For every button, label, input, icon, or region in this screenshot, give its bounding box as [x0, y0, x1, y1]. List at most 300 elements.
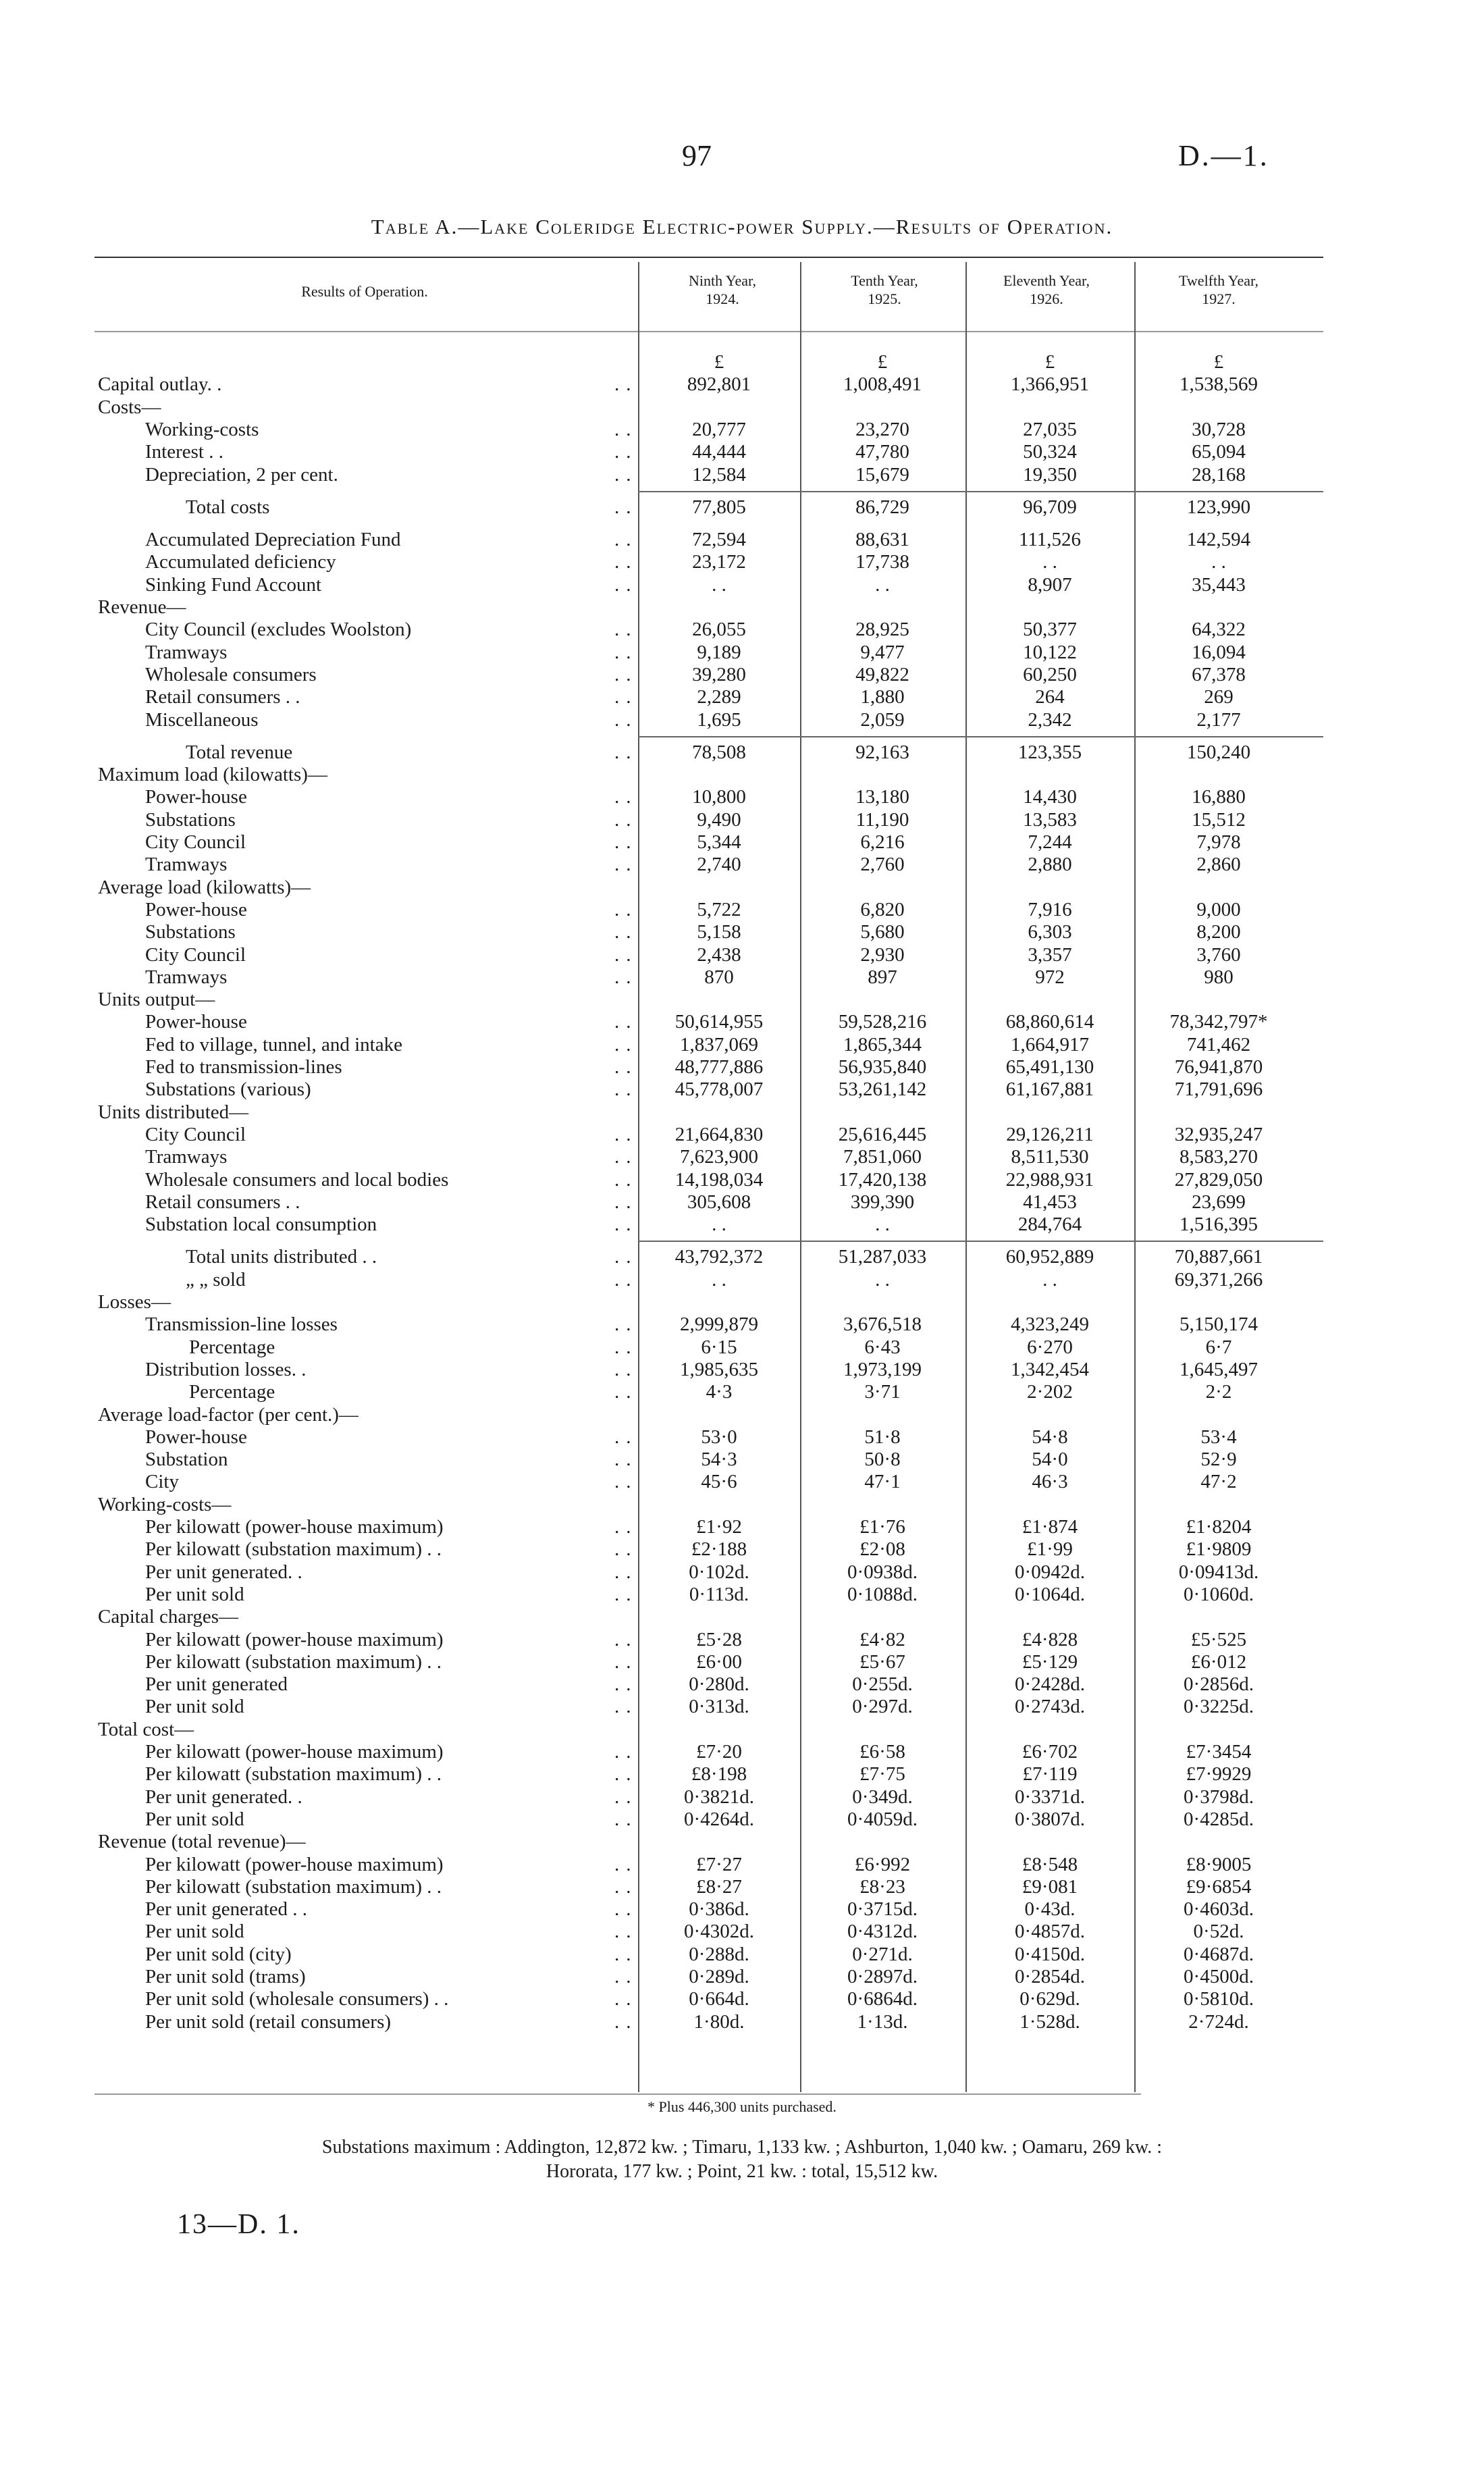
leader-dots: .. — [614, 686, 638, 708]
leader-dots: .. — [614, 1078, 638, 1101]
header-bottom-rule — [95, 331, 1323, 332]
row-label: Per kilowatt (substation maximum) . . — [145, 1538, 442, 1561]
value-cell-year-2: 3·71 — [864, 1381, 901, 1403]
value-cell-year-1: 20,777 — [692, 418, 746, 440]
table-row — [95, 877, 1323, 899]
value-cell-year-1: 1,695 — [697, 708, 741, 731]
table-row — [95, 1381, 1323, 1403]
row-label: Accumulated deficiency — [145, 551, 336, 573]
value-cell-year-1: 21,664,830 — [674, 1123, 764, 1145]
value-cell-year-1: 26,055 — [692, 619, 746, 641]
row-label: Power-house — [145, 1011, 247, 1033]
table-row — [95, 1146, 1323, 1168]
year-header-4-line2: 1927. — [1202, 290, 1236, 307]
value-cell-year-4: 2,177 — [1196, 708, 1241, 731]
value-cell-year-3: £ — [1044, 351, 1055, 373]
table-row — [95, 989, 1323, 1011]
value-cell-year-2: 0·4059d. — [847, 1808, 918, 1830]
value-cell-year-2: £8·23 — [859, 1875, 905, 1898]
value-cell-year-1: 0·102d. — [689, 1561, 749, 1583]
table-row — [95, 529, 1323, 551]
table-row — [95, 1696, 1323, 1718]
table-row — [95, 1034, 1323, 1056]
row-label: Sinking Fund Account — [145, 573, 322, 596]
row-label: Power-house — [145, 898, 247, 920]
value-cell-year-3: 2,880 — [1028, 854, 1072, 876]
value-cell-year-4: 6·7 — [1205, 1336, 1232, 1358]
year-header-2-line1: Tenth Year, — [851, 272, 918, 289]
table-row — [95, 1898, 1323, 1921]
value-cell-year-1: 53·0 — [701, 1426, 737, 1448]
value-cell-year-3: 54·8 — [1032, 1426, 1068, 1448]
footnote: * Plus 446,300 units purchased. — [647, 2098, 837, 2115]
row-label: Maximum load (kilowatts)— — [98, 764, 327, 786]
value-cell-year-3: 54·0 — [1032, 1449, 1068, 1471]
value-cell-year-1: £6·00 — [696, 1650, 742, 1673]
value-cell-year-2: 0·2897d. — [847, 1966, 918, 1987]
value-cell-year-1: £8·27 — [696, 1875, 742, 1898]
value-cell-year-3: 65,491,130 — [1005, 1056, 1094, 1078]
table-row — [95, 1538, 1323, 1561]
value-cell-year-3: 14,430 — [1023, 786, 1077, 808]
row-label: City Council — [145, 831, 246, 853]
value-cell-year-2: 0·255d. — [852, 1673, 913, 1696]
row-label: Per kilowatt (power-house maximum) — [145, 1741, 444, 1763]
row-label: Capital charges— — [98, 1606, 239, 1628]
value-cell-year-4: £1·8204 — [1186, 1516, 1252, 1538]
value-cell-year-1: 892,801 — [687, 373, 751, 396]
value-cell-year-1: 2,438 — [697, 943, 741, 966]
value-cell-year-2: £6·992 — [854, 1853, 911, 1875]
year-header-2 — [803, 271, 965, 308]
value-cell-year-1: 0·288d. — [689, 1943, 749, 1965]
value-cell-year-3: 0·629d. — [1019, 1988, 1080, 2010]
row-label: Per unit sold (city) — [145, 1943, 292, 1965]
value-cell-year-1: 5,344 — [697, 831, 741, 853]
value-cell-year-4: 1,538,569 — [1180, 373, 1258, 396]
value-cell-year-1: 0·289d. — [689, 1966, 749, 1987]
table-top-rule — [95, 257, 1323, 258]
value-cell-year-1: 0·664d. — [689, 1988, 749, 2010]
leader-dots: .. — [614, 808, 638, 831]
leader-dots: .. — [614, 1808, 638, 1830]
leader-dots: .. — [614, 786, 638, 808]
value-cell-year-4: 8,200 — [1196, 921, 1241, 943]
value-cell-year-4: 16,880 — [1192, 786, 1246, 808]
table-row — [95, 764, 1323, 786]
value-cell-year-2: 2,059 — [860, 708, 905, 731]
value-cell-year-4: 123,990 — [1186, 496, 1251, 518]
total-rule — [638, 1241, 1323, 1242]
value-cell-year-1: 9,189 — [697, 641, 741, 663]
value-cell-year-4: 27,829,050 — [1174, 1168, 1263, 1191]
table-row — [95, 1786, 1323, 1808]
value-cell-year-2: 6,820 — [860, 898, 905, 920]
row-label: Wholesale consumers — [145, 663, 317, 685]
value-cell-year-1: 0·280d. — [689, 1673, 749, 1696]
leader-dots: .. — [614, 1943, 638, 1965]
value-cell-year-1: £8·198 — [691, 1763, 747, 1786]
value-cell-year-3: £5·129 — [1022, 1650, 1078, 1673]
value-cell-year-1: 12,584 — [692, 463, 746, 486]
table-row — [95, 1944, 1323, 1966]
value-cell-year-2: 47·1 — [864, 1471, 901, 1493]
table-row — [95, 786, 1323, 808]
table-row — [95, 1561, 1323, 1584]
leader-dots: .. — [614, 1628, 638, 1650]
row-label: Substation — [145, 1449, 228, 1471]
table-row — [95, 1763, 1323, 1786]
value-cell-year-3: 0·2854d. — [1015, 1966, 1085, 1987]
table-row — [95, 373, 1323, 396]
row-label: Power-house — [145, 786, 247, 808]
value-cell-year-4: 69,371,266 — [1174, 1268, 1263, 1291]
value-cell-year-4: 3,760 — [1196, 943, 1241, 966]
value-cell-year-3: 13,583 — [1023, 808, 1077, 831]
table-row — [95, 1494, 1323, 1516]
value-cell-year-4: 30,728 — [1192, 418, 1246, 440]
row-label: Units output— — [98, 989, 215, 1011]
value-cell-year-1: £2·188 — [691, 1538, 747, 1561]
leader-dots: .. — [614, 1011, 638, 1033]
value-cell-year-2: 0·297d. — [852, 1696, 913, 1718]
value-cell-year-4: 0·4285d. — [1184, 1808, 1254, 1830]
leader-dots: .. — [614, 2010, 638, 2033]
value-cell-year-4: 65,094 — [1192, 441, 1246, 463]
value-cell-year-2: . . — [875, 1214, 890, 1236]
value-cell-year-3: 8,511,530 — [1011, 1146, 1089, 1168]
row-label: Units distributed— — [98, 1101, 249, 1123]
value-cell-year-1: 77,805 — [692, 496, 746, 518]
leader-dots: .. — [614, 1898, 638, 1921]
row-label: Per unit sold — [145, 1696, 244, 1718]
leader-dots: .. — [614, 1988, 638, 2010]
table-row — [95, 1336, 1323, 1359]
year-header-1-line1: Ninth Year, — [689, 272, 756, 289]
value-cell-year-4: £9·6854 — [1186, 1875, 1252, 1898]
table-row — [95, 1831, 1323, 1853]
value-cell-year-4: 741,462 — [1186, 1033, 1251, 1056]
value-cell-year-4: 142,594 — [1186, 529, 1251, 551]
value-cell-year-3: 0·3807d. — [1015, 1808, 1085, 1830]
leader-dots: .. — [614, 1921, 638, 1943]
leader-dots: .. — [614, 1853, 638, 1875]
value-cell-year-4: £8·9005 — [1186, 1853, 1252, 1875]
value-cell-year-4: 0·5810d. — [1184, 1988, 1254, 2010]
leader-dots: .. — [614, 1561, 638, 1583]
value-cell-year-3: 29,126,211 — [1006, 1123, 1094, 1145]
value-cell-year-2: 51·8 — [864, 1426, 901, 1448]
table-row — [95, 496, 1323, 519]
table-row — [95, 1404, 1323, 1426]
value-cell-year-4: 71,791,696 — [1174, 1078, 1263, 1101]
leader-dots: .. — [614, 1268, 638, 1291]
row-label: Per unit sold (retail consumers) — [145, 2010, 392, 2033]
value-cell-year-4: 2·2 — [1205, 1381, 1232, 1403]
value-cell-year-4: 5,150,174 — [1180, 1313, 1258, 1336]
value-cell-year-4: 0·4687d. — [1184, 1943, 1254, 1965]
value-cell-year-3: 19,350 — [1023, 463, 1077, 486]
page-number: 97 — [682, 139, 712, 172]
value-cell-year-4: 64,322 — [1192, 619, 1246, 641]
value-cell-year-1: 43,792,372 — [674, 1246, 764, 1268]
table-row — [95, 1966, 1323, 1988]
row-label: Per unit generated — [145, 1673, 288, 1696]
value-cell-year-4: 52·9 — [1200, 1449, 1237, 1471]
value-cell-year-1: 5,158 — [697, 921, 741, 943]
value-cell-year-1: £5·28 — [696, 1628, 742, 1650]
value-cell-year-4: 23,699 — [1192, 1191, 1246, 1213]
value-cell-year-3: £1·874 — [1022, 1516, 1078, 1538]
label-column-header: Results of Operation. — [301, 283, 428, 300]
value-cell-year-4: 35,443 — [1192, 573, 1246, 596]
row-label: Per kilowatt (substation maximum) . . — [145, 1650, 442, 1673]
leader-dots: .. — [614, 496, 638, 518]
table-title: Table A.—Lake Coleridge Electric-power Supply.—Results of Operation. — [371, 215, 1113, 238]
table-row — [95, 596, 1323, 619]
value-cell-year-3: 46·3 — [1032, 1471, 1068, 1493]
value-cell-year-4: 0·09413d. — [1178, 1561, 1259, 1583]
table-row — [95, 1359, 1323, 1381]
row-label: City — [145, 1471, 179, 1493]
table-row — [95, 574, 1323, 596]
leader-dots: .. — [614, 1583, 638, 1605]
leader-dots: .. — [614, 1056, 638, 1078]
value-cell-year-4: 67,378 — [1192, 663, 1246, 685]
value-cell-year-4: 0·52d. — [1193, 1921, 1244, 1943]
table-row — [95, 1426, 1323, 1449]
value-cell-year-4: 8,583,270 — [1180, 1146, 1258, 1168]
value-cell-year-1: 54·3 — [701, 1449, 737, 1471]
table-row — [95, 1246, 1323, 1268]
leader-dots: .. — [614, 1313, 638, 1336]
value-cell-year-4: £1·9809 — [1186, 1538, 1252, 1561]
leader-dots: .. — [614, 1673, 638, 1696]
table-row — [95, 1449, 1323, 1471]
value-cell-year-4: 9,000 — [1196, 898, 1241, 920]
leader-dots: .. — [614, 373, 638, 396]
value-cell-year-2: 92,163 — [855, 741, 909, 763]
value-cell-year-4: 15,512 — [1192, 808, 1246, 831]
value-cell-year-1: £7·27 — [696, 1853, 742, 1875]
value-cell-year-2: 7,851,060 — [843, 1146, 922, 1168]
value-cell-year-4: 269 — [1204, 686, 1234, 708]
table-row — [95, 686, 1323, 708]
table-row — [95, 1471, 1323, 1493]
table-row — [95, 1584, 1323, 1606]
leader-dots: .. — [614, 1696, 638, 1718]
leader-dots: .. — [614, 418, 638, 440]
leader-dots: .. — [614, 943, 638, 966]
value-cell-year-1: 0·386d. — [689, 1898, 749, 1921]
value-cell-year-3: 111,526 — [1018, 529, 1082, 551]
value-cell-year-1: . . — [712, 573, 726, 596]
value-cell-year-2: 88,631 — [855, 529, 909, 551]
value-cell-year-2: 0·3715d. — [847, 1898, 918, 1921]
leader-dots: .. — [614, 1741, 638, 1763]
leader-dots: .. — [614, 1191, 638, 1213]
value-cell-year-2: 2,930 — [860, 943, 905, 966]
table-row — [95, 2011, 1323, 2033]
value-cell-year-1: £1·92 — [696, 1516, 742, 1538]
value-cell-year-2: £ — [877, 351, 888, 373]
row-label: Revenue— — [98, 596, 186, 618]
table-row — [95, 1606, 1323, 1628]
value-cell-year-4: 1,645,497 — [1180, 1358, 1258, 1380]
value-cell-year-1: 305,608 — [687, 1191, 751, 1213]
row-label: Revenue (total revenue)— — [98, 1831, 306, 1853]
value-cell-year-1: 0·4302d. — [684, 1921, 754, 1943]
value-cell-year-2: 13,180 — [855, 786, 909, 808]
leader-dots: .. — [614, 741, 638, 763]
value-cell-year-2: 399,390 — [850, 1191, 915, 1213]
leader-dots: .. — [614, 619, 638, 641]
value-cell-year-3: £9·081 — [1022, 1875, 1078, 1898]
table-row — [95, 1269, 1323, 1291]
table-row — [95, 396, 1323, 419]
value-cell-year-4: 0·3798d. — [1184, 1786, 1254, 1808]
value-cell-year-1: 2,999,879 — [680, 1313, 758, 1336]
row-label: Tramways — [145, 966, 228, 988]
value-cell-year-2: . . — [875, 1268, 890, 1291]
value-cell-year-1: 870 — [704, 966, 734, 988]
leader-dots: .. — [614, 854, 638, 876]
row-label: Interest . . — [145, 441, 223, 463]
value-cell-year-4: 2·724d. — [1188, 2010, 1249, 2033]
table-row — [95, 921, 1323, 943]
year-header-4 — [1134, 271, 1303, 308]
total-rule — [638, 491, 1323, 492]
value-cell-year-1: 5,722 — [697, 898, 741, 920]
table-row — [95, 709, 1323, 731]
row-label: Wholesale consumers and local bodies — [145, 1168, 449, 1191]
row-label: Per unit sold (trams) — [145, 1966, 306, 1987]
row-label: Depreciation, 2 per cent. — [145, 463, 338, 486]
value-cell-year-3: 96,709 — [1023, 496, 1077, 518]
substations-note-line1: Substations maximum : Addington, 12,872 kw. ; Timaru, 1,133 kw. ; Ashburton, 1,040 kw. ; Oamaru, 269 kw. : — [321, 2137, 1163, 2158]
value-cell-year-1: 44,444 — [692, 441, 746, 463]
value-cell-year-3: 972 — [1035, 966, 1065, 988]
row-label: Average load (kilowatts)— — [98, 876, 311, 898]
row-label: City Council — [145, 943, 246, 966]
value-cell-year-1: 48,777,886 — [674, 1056, 764, 1078]
value-cell-year-4: 0·4500d. — [1184, 1966, 1254, 1987]
value-cell-year-4: 0·3225d. — [1184, 1696, 1254, 1718]
value-cell-year-2: 897 — [868, 966, 897, 988]
value-cell-year-3: 1·528d. — [1019, 2010, 1080, 2033]
year-header-4-line1: Twelfth Year, — [1179, 272, 1258, 289]
table-row — [95, 1921, 1323, 1943]
table-row — [95, 854, 1323, 876]
leader-dots: .. — [614, 1650, 638, 1673]
value-cell-year-1: . . — [712, 1268, 726, 1291]
value-cell-year-3: 2·202 — [1027, 1381, 1073, 1403]
value-cell-year-1: 0·3821d. — [684, 1786, 754, 1808]
value-cell-year-2: 1,973,199 — [843, 1358, 922, 1380]
value-cell-year-4: . . — [1211, 551, 1226, 573]
value-cell-year-1: 45·6 — [701, 1471, 737, 1493]
value-cell-year-2: 5,680 — [860, 921, 905, 943]
value-cell-year-1: 2,740 — [697, 854, 741, 876]
value-cell-year-3: 22,988,931 — [1005, 1168, 1094, 1191]
row-label: Per unit sold — [145, 1583, 244, 1605]
row-label: Working-costs — [145, 418, 259, 440]
table-bottom-rule — [95, 2093, 1141, 2095]
table-row — [95, 1169, 1323, 1191]
table-row — [95, 1629, 1323, 1651]
table-row — [95, 441, 1323, 463]
value-cell-year-2: £6·58 — [859, 1741, 905, 1763]
value-cell-year-2: 28,925 — [855, 619, 909, 641]
value-cell-year-2: 50·8 — [864, 1449, 901, 1471]
value-cell-year-2: 0·1088d. — [847, 1583, 918, 1605]
table-row — [95, 1011, 1323, 1033]
leader-dots: .. — [614, 1123, 638, 1145]
row-label: Total cost— — [98, 1718, 194, 1740]
leader-dots: .. — [614, 1146, 638, 1168]
table-row — [95, 642, 1323, 664]
value-cell-year-2: 0·4312d. — [847, 1921, 918, 1943]
total-rule — [638, 736, 1323, 737]
leader-dots: .. — [614, 1786, 638, 1808]
value-cell-year-2: £7·75 — [859, 1763, 905, 1786]
value-cell-year-3: 0·2428d. — [1015, 1673, 1085, 1696]
table-row — [95, 1988, 1323, 2010]
leader-dots: .. — [614, 708, 638, 731]
row-label: Per kilowatt (substation maximum) . . — [145, 1763, 442, 1786]
leader-dots: .. — [614, 1516, 638, 1538]
value-cell-year-2: £4·82 — [859, 1628, 905, 1650]
row-label: Costs— — [98, 396, 161, 418]
value-cell-year-2: 23,270 — [855, 418, 909, 440]
leader-dots: .. — [614, 1875, 638, 1898]
table-row — [95, 1516, 1323, 1538]
year-header-3-line2: 1926. — [1030, 290, 1063, 307]
value-cell-year-3: 1,664,917 — [1011, 1033, 1089, 1056]
value-cell-year-2: 11,190 — [855, 808, 909, 831]
value-cell-year-3: . . — [1042, 1268, 1057, 1291]
leader-dots: .. — [614, 921, 638, 943]
leader-dots: .. — [614, 1358, 638, 1380]
leader-dots: .. — [614, 641, 638, 663]
value-cell-year-2: 1,865,344 — [843, 1033, 922, 1056]
value-cell-year-3: 0·4150d. — [1015, 1943, 1085, 1965]
value-cell-year-3: 284,764 — [1017, 1214, 1082, 1236]
leader-dots: .. — [614, 1471, 638, 1493]
value-cell-year-3: 6·270 — [1027, 1336, 1073, 1358]
value-cell-year-2: 53,261,142 — [838, 1078, 927, 1101]
value-cell-year-1: 78,508 — [692, 741, 746, 763]
value-cell-year-4: 28,168 — [1192, 463, 1246, 486]
value-cell-year-2: 1·13d. — [857, 2010, 908, 2033]
value-cell-year-1: 4·3 — [706, 1381, 733, 1403]
table-row — [95, 809, 1323, 831]
row-label: Per kilowatt (power-house maximum) — [145, 1516, 444, 1538]
value-cell-year-4: 70,887,661 — [1174, 1246, 1263, 1268]
row-label: Substations (various) — [145, 1078, 311, 1101]
table-row — [95, 1854, 1323, 1876]
value-cell-year-4: 16,094 — [1192, 641, 1246, 663]
row-label: Substation local consumption — [145, 1214, 377, 1236]
value-cell-year-2: 59,528,216 — [838, 1011, 927, 1033]
value-cell-year-1: 45,778,007 — [674, 1078, 764, 1101]
leader-dots: .. — [614, 1336, 638, 1358]
value-cell-year-1: 23,172 — [692, 551, 746, 573]
leader-dots: .. — [614, 663, 638, 685]
table-row — [95, 1214, 1323, 1236]
value-cell-year-2: 9,477 — [860, 641, 905, 663]
value-cell-year-1: 1,985,635 — [680, 1358, 758, 1380]
